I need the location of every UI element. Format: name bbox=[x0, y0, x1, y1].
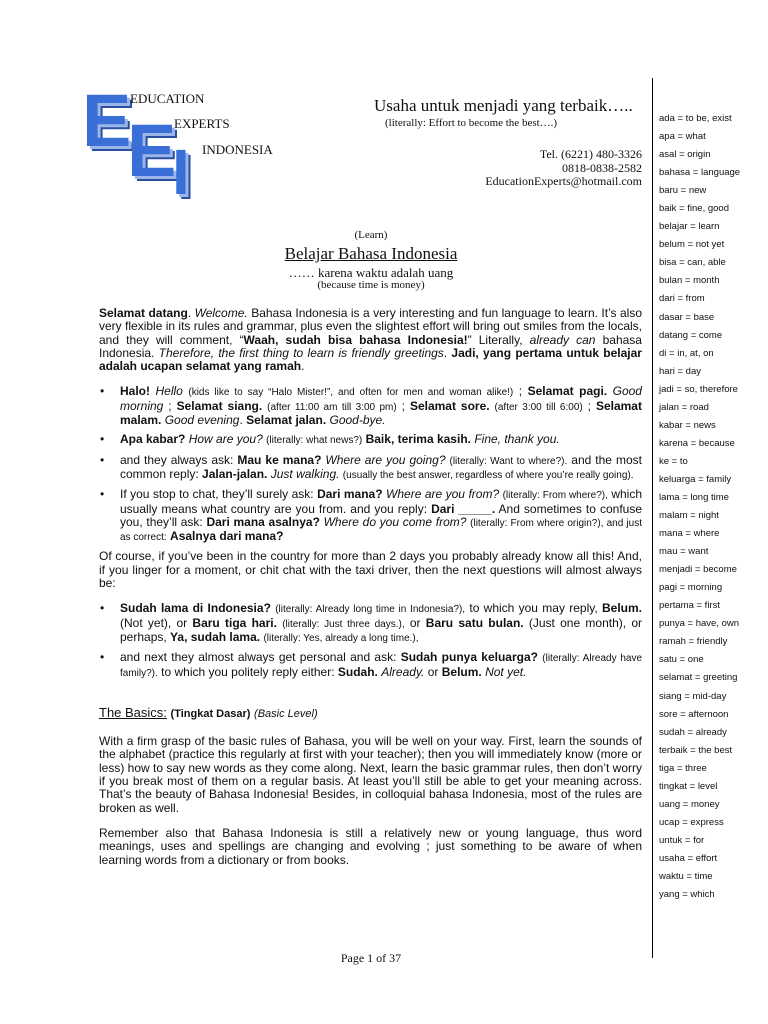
glossary-entry: pagi = morning bbox=[659, 582, 723, 594]
glossary-entry: bulan = month bbox=[659, 275, 720, 287]
logo-letter-i: I bbox=[172, 136, 190, 208]
phrase-baik: Baik, terima kasih. bbox=[365, 432, 471, 447]
text-common-reply: and the most common reply: bbox=[120, 452, 642, 481]
glossary-entry: selamat = greeting bbox=[659, 672, 738, 684]
list-item bbox=[99, 602, 642, 645]
glossary-entry: waktu = time bbox=[659, 870, 713, 882]
glossary bbox=[659, 110, 740, 904]
text-which-country: which usually means what country are you from. and you reply: bbox=[120, 487, 643, 516]
glossary-entry: bahasa = language bbox=[659, 167, 741, 179]
glossary-entry: sore = afternoon bbox=[659, 708, 729, 720]
contact-phone: 0818-0838-2582 bbox=[562, 160, 642, 175]
note-jalan-jalan: (usually the best answer, regardless of where you’re really going). bbox=[342, 469, 634, 481]
logo-word-education: EDUCATION bbox=[130, 91, 205, 106]
glossary-entry: asal = origin bbox=[659, 149, 711, 161]
phrase-hello: Hello bbox=[155, 384, 183, 399]
logo-letter-e2: E bbox=[127, 109, 177, 192]
note-mau-ke-mana: (literally: Want to where?). bbox=[449, 455, 568, 467]
intro-text-4: bahasa Indonesia. bbox=[99, 332, 642, 360]
note-ya-sudah-lama: (literally: Yes, already a long time.), bbox=[263, 632, 419, 644]
text-personal: and next they almost always get personal and ask: bbox=[120, 650, 401, 665]
glossary-entry: mau = want bbox=[659, 546, 709, 558]
phrase-how-are-you: How are you? bbox=[188, 432, 263, 447]
eei-logo bbox=[82, 79, 292, 208]
glossary-entry: karena = because bbox=[659, 437, 735, 449]
glossary-entry: siang = mid-day bbox=[659, 690, 727, 702]
subtitle-en: (because time is money) bbox=[317, 279, 425, 291]
glossary-entry: untuk = for bbox=[659, 834, 705, 846]
page-number: Page 1 of 37 bbox=[340, 951, 402, 965]
note-siang: (after 11:00 am till 3:00 pm) bbox=[267, 401, 397, 413]
glossary-entry: di = in, at, on bbox=[659, 347, 714, 359]
text-not-yet: (Not yet), or bbox=[120, 615, 193, 630]
motto: Usaha untuk menjadi yang terbaik….. bbox=[374, 96, 633, 115]
main-content bbox=[99, 307, 642, 879]
list-item: • Halo! Hello (kids like to say “Halo Mister!”, and often for men and woman alike!) ; Selamat pagi. Good morning ; Selamat siang. (after 11:00 am till 3:00 pm) ; Selamat sore. (after 3:00 till 6:00) ; Selamat malam. Good evening. Selamat jalan. Good-bye. bbox=[99, 385, 642, 427]
phrase-dari-blank: Dari _____. bbox=[431, 501, 496, 516]
glossary-entry: ramah = friendly bbox=[659, 636, 728, 648]
intro-bold-2: Waah, sudah bisa bahasa Indonesia! bbox=[243, 332, 468, 347]
glossary-entry: yang = which bbox=[659, 889, 715, 901]
text-confuse: And sometimes to confuse you, they’ll ask: bbox=[120, 501, 642, 529]
note-apa-kabar: (literally: what news?) bbox=[266, 435, 363, 447]
phrase-jalan: Selamat jalan. bbox=[246, 413, 327, 428]
glossary-entry: menjadi = become bbox=[659, 564, 737, 576]
note-halo: (kids like to say “Halo Mister!”, and often for men and woman alike!) bbox=[188, 387, 514, 399]
intro-text-1: . bbox=[187, 306, 195, 320]
glossary-entry: baru = new bbox=[659, 185, 707, 197]
phrase-asalnya-dari-mana: Asalnya dari mana? bbox=[170, 529, 284, 544]
phrase-halo: Halo! bbox=[120, 384, 150, 399]
text-just-one-month: (Just one month), or perhaps, bbox=[120, 615, 642, 644]
intro-italic-1: Welcome. bbox=[194, 306, 248, 320]
contact-block bbox=[485, 148, 642, 189]
text-politely-reply: to which you politely reply either: bbox=[157, 664, 338, 679]
glossary-entry: jadi = so, therefore bbox=[659, 383, 738, 395]
glossary-entry: dasar = base bbox=[659, 311, 715, 323]
basics-paragraph-1: With a firm grasp of the basic rules of Bahasa, you will be well on your way. First, learn the sounds of the alphabet (practice this regularly at first with your teacher); then you will immediately know (more or less) how to say new words as they come along. Next, learn the basic grammar rules, then don’t worry if you break most of them on a regular basis. At least you’ll still be able to get your meaning across. That’s the beauty of Bahasa Indonesia! Besides, in colloquial bahasa Indonesia, most of the rules are broken as well. bbox=[99, 734, 642, 815]
glossary-entry: kabar = news bbox=[659, 419, 716, 431]
basics-tag: (Tingkat Dasar) bbox=[170, 707, 251, 720]
note-sudah-lama: (literally: Already long time in Indonesia?), bbox=[275, 604, 466, 616]
page-title: Belajar Bahasa Indonesia bbox=[284, 244, 458, 263]
intro-bold-1: Selamat datang bbox=[99, 306, 188, 320]
logo-word-indonesia: INDONESIA bbox=[202, 142, 273, 157]
list-item bbox=[99, 433, 642, 447]
phrase-dari-mana-asalnya: Dari mana asalnya? bbox=[206, 514, 320, 529]
phrase-sore: Selamat sore. bbox=[409, 398, 490, 413]
note-dari-mana: (literally: From where?), bbox=[502, 490, 608, 502]
phrase-punya-keluarga: Sudah punya keluarga? bbox=[400, 650, 538, 665]
glossary-entry: satu = one bbox=[659, 654, 704, 666]
glossary-entry: punya = have, own bbox=[659, 618, 740, 630]
intro-text-6: . bbox=[301, 359, 305, 374]
phrase-apa-kabar: Apa kabar? bbox=[120, 432, 186, 447]
phrase-mau-ke-mana: Mau ke mana? bbox=[237, 452, 322, 467]
basics-heading bbox=[99, 706, 642, 721]
logo-letter-e1: E bbox=[82, 79, 132, 162]
motto-literal: (literally: Effort to become the best….) bbox=[385, 117, 558, 129]
list-item bbox=[99, 488, 642, 544]
logo-word-experts: EXPERTS bbox=[174, 116, 230, 131]
list-item bbox=[99, 651, 642, 680]
note-asalnya: (literally: From where origin?), and just as correct: bbox=[120, 517, 642, 544]
phrase-malam: Selamat malam. bbox=[120, 398, 642, 428]
glossary-entry: terbaik = the best bbox=[659, 744, 733, 756]
glossary-entry: lama = long time bbox=[659, 491, 729, 503]
phrase-fine: Fine, thank you. bbox=[474, 432, 560, 447]
phrase-jalan-jalan: Jalan-jalan. bbox=[202, 466, 268, 481]
glossary-entry: sudah = already bbox=[659, 726, 727, 738]
glossary-entry: usaha = effort bbox=[659, 852, 718, 864]
phrase-siang: Selamat siang. bbox=[176, 398, 263, 413]
intro-text-3: ” Literally, bbox=[467, 332, 530, 347]
glossary-entry: bisa = can, able bbox=[659, 257, 726, 269]
glossary-entry: pertama = first bbox=[659, 600, 720, 612]
text-may-reply: to which you may reply, bbox=[465, 601, 602, 616]
phrase-evening: Good evening bbox=[164, 413, 240, 428]
intro-paragraph bbox=[99, 307, 642, 373]
glossary-entry: belajar = learn bbox=[659, 221, 720, 233]
followup-list bbox=[99, 602, 642, 679]
list-item bbox=[99, 454, 642, 483]
phrase-ya-sudah-lama: Ya, sudah lama. bbox=[170, 629, 261, 644]
phrase-sudah: Sudah. bbox=[337, 664, 378, 679]
phrase-where-from: Where are you from? bbox=[386, 487, 500, 502]
phrase-morning: Good morning bbox=[120, 384, 642, 413]
phrase-where-going: Where are you going? bbox=[325, 452, 446, 467]
intro-italic-3: Therefore, the first thing to learn is friendly greetings bbox=[158, 345, 444, 360]
glossary-entry: tingkat = level bbox=[659, 780, 718, 792]
glossary-entry: ada = to be, exist bbox=[659, 113, 732, 124]
contact-tel: Tel. (6221) 480-3326 bbox=[539, 147, 642, 161]
intro-text-2: Bahasa Indonesia is a very interesting and fun language to learn. It’s also very flexible in its rules and grammar, plus even the slightest effort will bring out smiles from the locals, and they will comment, “ bbox=[99, 306, 642, 347]
glossary-entry: malam = night bbox=[659, 510, 719, 522]
phrase-not-yet: Not yet. bbox=[485, 664, 527, 679]
phrase-already: Already. bbox=[381, 664, 425, 679]
phrase-bye: Good-bye. bbox=[329, 413, 386, 428]
phrase-baru-tiga-hari: Baru tiga hari. bbox=[192, 615, 277, 630]
subtitle-id: …… karena waktu adalah uang bbox=[288, 265, 454, 280]
text-or-2: or bbox=[424, 664, 442, 679]
subtitle bbox=[0, 266, 742, 292]
glossary-entry: apa = what bbox=[659, 131, 706, 143]
basics-paragraph-2: Remember also that Bahasa Indonesia is still a relatively new or young language, thus word meanings, uses and spellings are changing and evolving ; just something to be aware of when learning words from a dictionary or from books. bbox=[99, 825, 642, 867]
glossary-entry: baik = fine, good bbox=[659, 203, 729, 215]
glossary-entry: mana = where bbox=[659, 528, 720, 540]
intro-italic-2: already can bbox=[529, 332, 596, 347]
phrase-baru-satu-bulan: Baru satu bulan. bbox=[425, 615, 524, 630]
phrase-belum: Belum. bbox=[601, 601, 642, 616]
contact-email: EducationExperts@hotmail.com bbox=[485, 174, 642, 188]
phrase-just-walking: Just walking. bbox=[270, 466, 340, 481]
glossary-entry: ucap = express bbox=[659, 816, 724, 828]
intro-text-5: . bbox=[443, 345, 452, 360]
glossary-entry: dari = from bbox=[659, 293, 705, 305]
note-keluarga: (literally: Already have family?). bbox=[120, 653, 643, 679]
phrase-where-come-from: Where do you come from? bbox=[323, 514, 467, 529]
glossary-entry: keluarga = family bbox=[659, 473, 732, 485]
glossary-entry: uang = money bbox=[659, 798, 720, 810]
followup-paragraph: Of course, if you’ve been in the country for more than 2 days you probably already know all this! And, if you linger for a moment, or chit chat with the taxi driver, then the next questions will almost always be: bbox=[99, 549, 642, 591]
learn-label: (Learn) bbox=[354, 229, 388, 241]
text-or: or bbox=[404, 615, 426, 630]
greetings-list bbox=[99, 385, 642, 544]
glossary-entry: tiga = three bbox=[659, 762, 707, 774]
column-divider bbox=[652, 78, 653, 958]
basics-title: The Basics: bbox=[99, 704, 167, 720]
intro-bold-3: Jadi, yang pertama untuk belajar adalah ucapan selamat yang ramah bbox=[99, 345, 642, 374]
glossary-entry: belum = not yet bbox=[659, 239, 725, 251]
glossary-entry: datang = come bbox=[659, 329, 723, 341]
text-always-ask: and they always ask: bbox=[120, 452, 238, 467]
glossary-entry: ke = to bbox=[659, 455, 688, 467]
text-stop-to-chat: If you stop to chat, they’ll surely ask: bbox=[120, 487, 318, 502]
note-sore: (after 3:00 till 6:00) bbox=[494, 401, 583, 413]
basics-tag-en: (Basic Level) bbox=[254, 707, 318, 720]
glossary-entry: hari = day bbox=[659, 365, 701, 377]
phrase-sudah-lama: Sudah lama di Indonesia? bbox=[120, 601, 271, 616]
phrase-dari-mana: Dari mana? bbox=[317, 487, 383, 502]
glossary-entry: jalan = road bbox=[659, 401, 709, 413]
phrase-pagi: Selamat pagi. bbox=[527, 384, 608, 399]
note-tiga-hari: (literally: Just three days.), bbox=[282, 618, 405, 630]
phrase-belum-2: Belum. bbox=[441, 664, 482, 679]
